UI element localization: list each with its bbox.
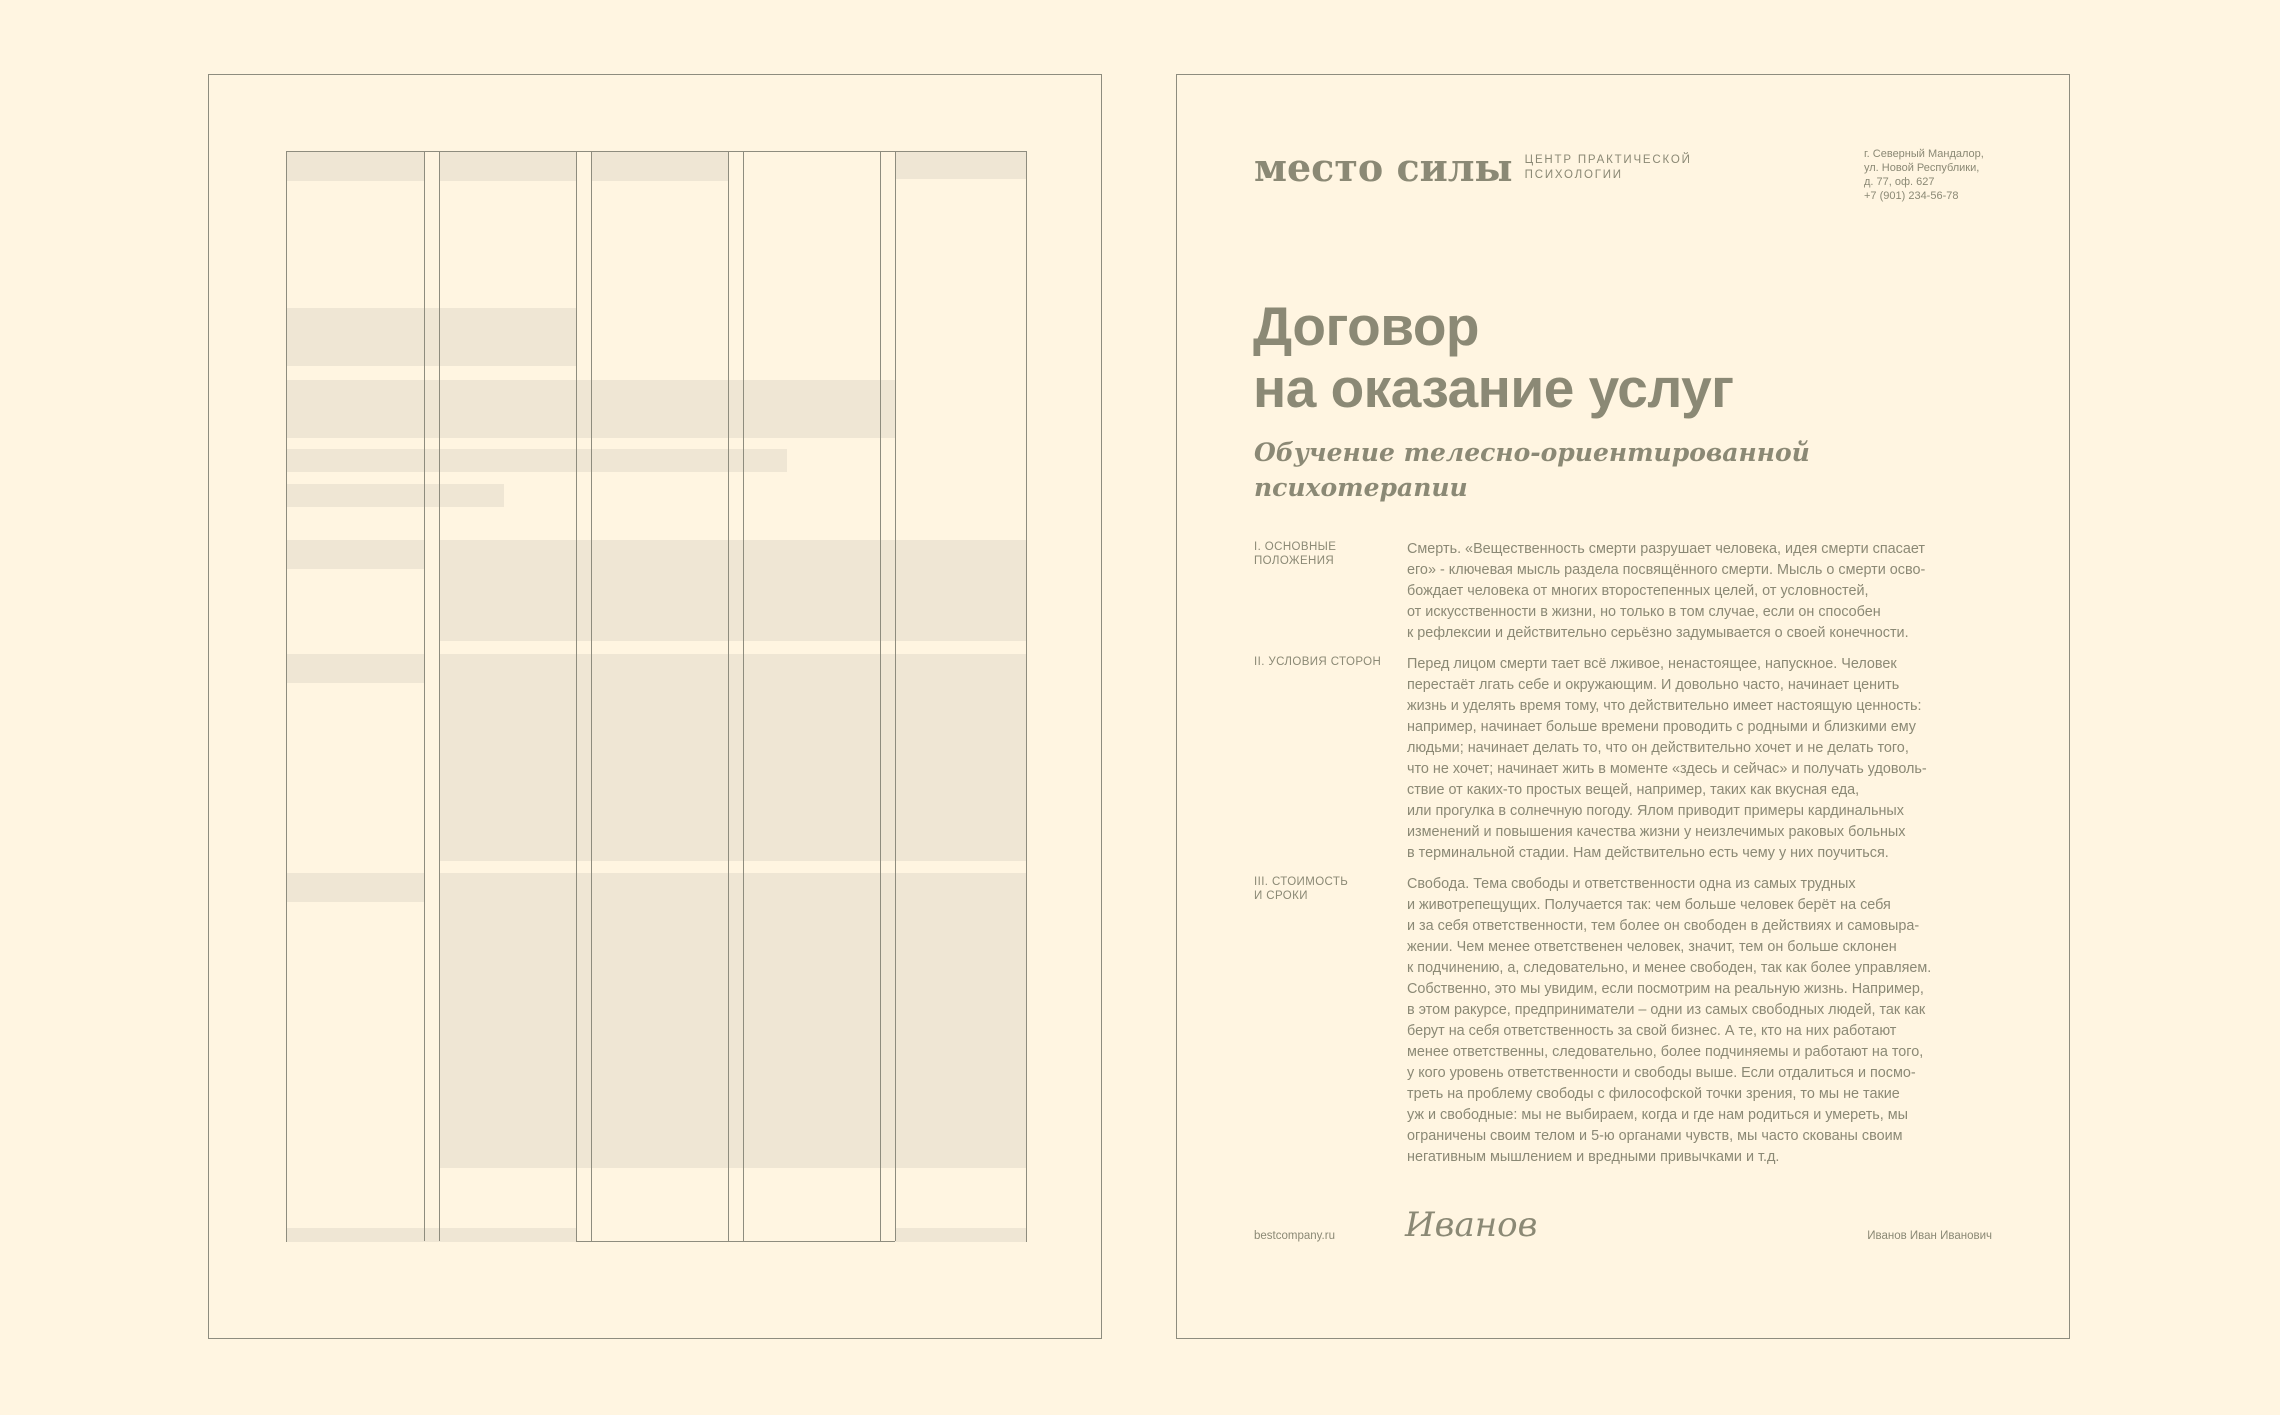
body-line: что не хочет; начинает жить в моменте «здесь и сейчас» и получать удоволь- (1407, 761, 1927, 777)
address-phone: +7 (901) 234-56-78 (1864, 190, 1959, 202)
body-line: берут на себя ответственность за свой бизнес. А те, кто на них работают (1407, 1023, 1897, 1039)
grid-block-footer (895, 1228, 1026, 1242)
body-line: треть на проблему свободы с философской точки зрения, то мы не такие (1407, 1086, 1900, 1102)
body-line: в терминальной стадии. Нам действительно есть чему у них поучиться. (1407, 845, 1889, 861)
body-line: и животрепещущих. Получается так: чем больше человек берёт на себя (1407, 897, 1891, 913)
body-line: негативным мышлением и вредными привычками и т.д. (1407, 1149, 1780, 1165)
signature: Иванов (1405, 1205, 1538, 1245)
section-label (1254, 655, 1394, 669)
section-body (1407, 979, 1925, 1168)
body-line: ствие от каких-то простых вещей, например, таких как вкусная еда, (1407, 782, 1860, 798)
grid-block-label (287, 873, 424, 902)
grid-block (439, 152, 576, 181)
title-line: на оказание услуг (1253, 357, 1734, 419)
body-line: Смерть. «Вещественность смерти разрушает человека, идея смерти спасает (1407, 541, 1925, 557)
grid-gutter (424, 152, 440, 1241)
section-label-line: II. УСЛОВИЯ СТОРОН (1254, 656, 1382, 668)
title-line: Договор (1253, 295, 1480, 357)
body-line: у кого уровень ответственности и свободы выше. Если отдалиться и посмо- (1407, 1065, 1916, 1081)
company-logo (1254, 145, 1692, 190)
layout-grid-page (208, 74, 1102, 1339)
footer-website: bestcompany.ru (1254, 1230, 1335, 1242)
logo-tagline (1525, 153, 1692, 183)
body-line: и за себя ответственности, тем более он свободен в действиях и самовыра- (1407, 918, 1920, 934)
logo-tagline-line: ЦЕНТР ПРАКТИЧЕСКОЙ (1524, 154, 1692, 166)
section-label (1254, 540, 1394, 568)
body-line: жизнь и уделять время тому, что действительно имеет настоящую ценность: (1407, 698, 1922, 714)
grid-block-label (287, 540, 424, 569)
grid-block-subtitle (287, 449, 787, 472)
body-line: Перед лицом смерти тает всё лживое, ненастоящее, напускное. Человек (1407, 656, 1897, 672)
grid-block (591, 152, 728, 181)
company-address (1864, 147, 1984, 203)
body-line: менее ответственны, следовательно, более подчиняемы и работают на того, (1407, 1044, 1924, 1060)
body-line: в этом ракурсе, предприниматели – одни из самых свободных людей, так как (1407, 1002, 1926, 1018)
body-line: к рефлексии и действительно серьёзно задумывается о своей конечности. (1407, 625, 1909, 641)
address-line: ул. Новой Республики, (1864, 162, 1980, 174)
body-line: жении. Чем менее ответственен человек, значит, тем он больше склонен (1407, 939, 1897, 955)
layout-grid (286, 151, 1027, 1242)
grid-gutter (576, 152, 592, 1241)
body-line: от искусственности в жизни, но только в том случае, если он способен (1407, 604, 1881, 620)
logo-tagline-line: ПСИХОЛОГИИ (1524, 169, 1623, 181)
grid-gutter (880, 152, 896, 1241)
document-subtitle (1254, 435, 1810, 505)
section-label-line: I. ОСНОВНЫЕ (1254, 541, 1337, 553)
grid-block-label (287, 654, 424, 683)
section-body (1407, 654, 1927, 864)
body-line: бождает человека от многих второстепенных целей, от условностей, (1407, 583, 1869, 599)
grid-block (895, 152, 1026, 179)
body-line: перестаёт лгать себе и окружающим. И довольно часто, начинает ценить (1407, 677, 1900, 693)
subtitle-line: Обучение телесно-ориентированной (1254, 438, 1810, 467)
section-label-line: ПОЛОЖЕНИЯ (1254, 555, 1335, 567)
body-line: например, начинает больше времени проводить с родными и близкими ему (1407, 719, 1916, 735)
body-line: или прогулка в солнечную погоду. Ялом приводит примеры кардинальных (1407, 803, 1904, 819)
body-line: людьми; начинает делать то, что он действительно хочет и не делать того, (1407, 740, 1909, 756)
section-body (1407, 874, 1931, 979)
body-line: ограничены своим телом и 5-ю органами чувств, мы часто скованы своим (1407, 1128, 1903, 1144)
section-body (1407, 539, 1925, 644)
body-line: Собственно, это мы увидим, если посмотрим на реальную жизнь. Например, (1407, 981, 1924, 997)
body-line: Свобода. Тема свободы и ответственности одна из самых трудных (1407, 876, 1856, 892)
address-line: г. Северный Мандалор, (1864, 148, 1984, 160)
logo-wordmark: место силы (1254, 145, 1513, 190)
section-label-line: III. СТОИМОСТЬ (1254, 876, 1349, 888)
section-label (1254, 875, 1394, 903)
footer-signatory-name: Иванов Иван Иванович (1867, 1230, 1992, 1242)
body-line: к подчинению, а, следовательно, и менее свободен, так как более управляем. (1407, 960, 1932, 976)
document-title (1253, 295, 1734, 419)
section-label-line: И СРОКИ (1254, 890, 1308, 902)
address-line: д. 77, оф. 627 (1864, 176, 1935, 188)
subtitle-line: психотерапии (1254, 473, 1468, 502)
grid-block (287, 152, 424, 181)
contract-page (1176, 74, 2070, 1339)
grid-block-subtitle (287, 484, 504, 507)
grid-gutter (728, 152, 744, 1241)
body-line: его» - ключевая мысль раздела посвящённого смерти. Мысль о смерти осво- (1407, 562, 1926, 578)
body-line: изменений и повышения качества жизни у неизлечимых раковых больных (1407, 824, 1906, 840)
body-line: уж и свободные: мы не выбираем, когда и где нам родиться и умереть, мы (1407, 1107, 1909, 1123)
